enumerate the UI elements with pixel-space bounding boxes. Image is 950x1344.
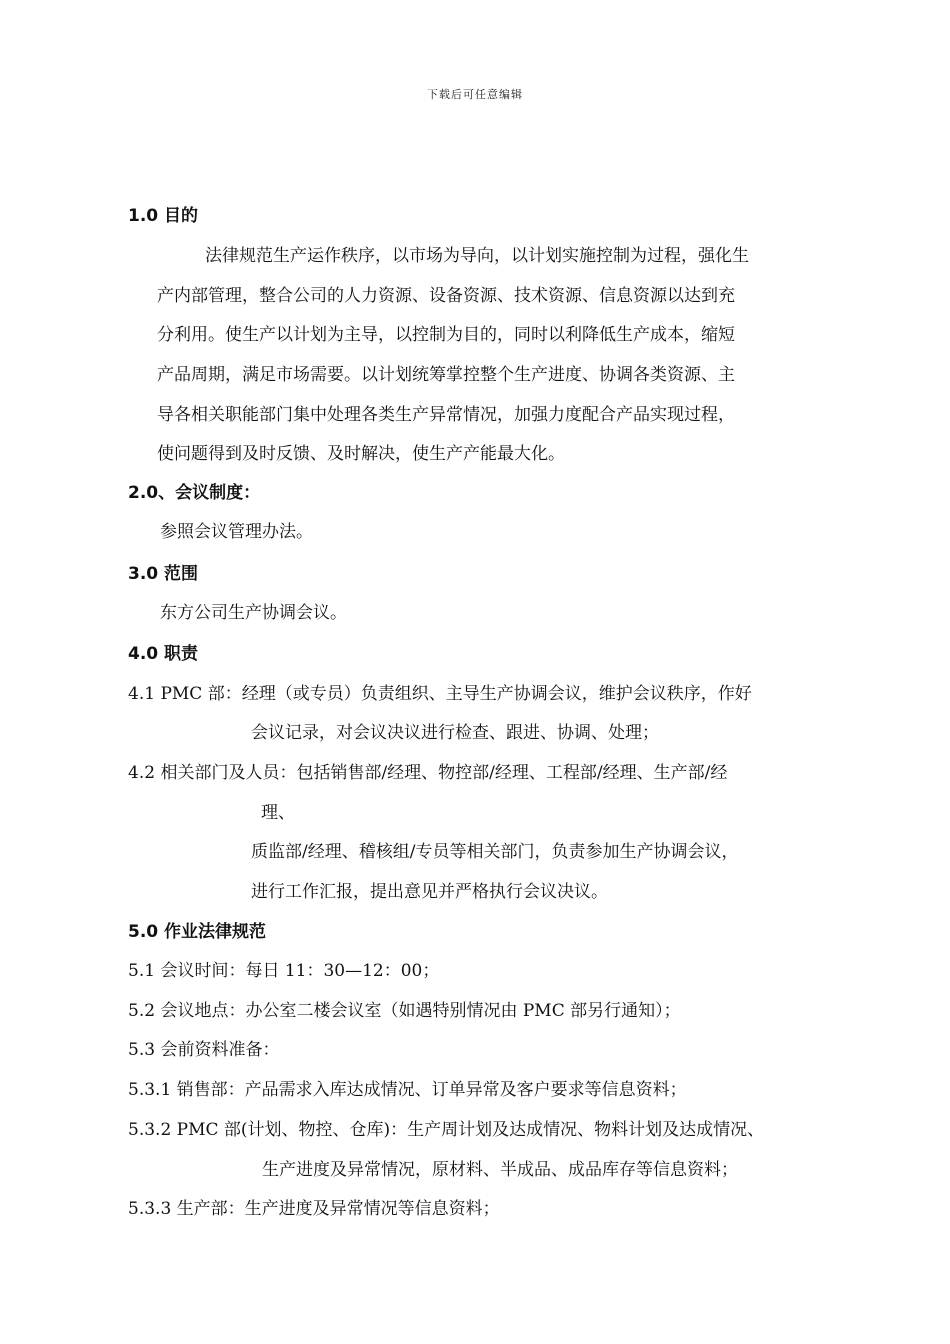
- paragraph-line: 会议记录，对会议决议进行检查、跟进、协调、处理；: [251, 723, 659, 743]
- paragraph-line: 4.2 相关部门及人员：包括销售部/经理、物控部/经理、工程部/经理、生产部/经: [128, 763, 728, 783]
- paragraph-line: 5.3 会前资料准备：: [128, 1040, 280, 1060]
- paragraph-line: 使问题得到及时反馈、及时解决，使生产产能最大化。: [157, 444, 565, 464]
- paragraph-line: 质监部/经理、稽核组/专员等相关部门，负责参加生产协调会议，: [251, 842, 739, 862]
- paragraph-line: 生产进度及异常情况，原材料、半成品、成品库存等信息资料；: [262, 1160, 738, 1180]
- paragraph-line: 理、: [261, 803, 295, 823]
- paragraph-line: 进行工作汇报，提出意见并严格执行会议决议。: [251, 882, 608, 902]
- paragraph-line: 东方公司生产协调会议。: [160, 603, 347, 623]
- paragraph-line: 参照会议管理办法。: [160, 522, 313, 542]
- paragraph-line: 5.1 会议时间：每日 11：30—12：00；: [128, 961, 440, 981]
- section-heading-purpose: 1.0 目的: [128, 206, 199, 226]
- paragraph-line: 产品周期，满足市场需要。以计划统筹掌控整个生产进度、协调各类资源、主: [157, 365, 735, 385]
- paragraph-line: 5.3.1 销售部：产品需求入库达成情况、订单异常及客户要求等信息资料；: [128, 1080, 687, 1100]
- paragraph-line: 5.3.2 PMC 部(计划、物控、仓库)：生产周计划及达成情况、物料计划及达成情况、: [128, 1120, 765, 1140]
- paragraph-line: 导各相关职能部门集中处理各类生产异常情况，加强力度配合产品实现过程，: [157, 405, 735, 425]
- paragraph-line: 4.1 PMC 部：经理（或专员）负责组织、主导生产协调会议，维护会议秩序，作好: [128, 684, 752, 704]
- paragraph-line: 5.2 会议地点：办公室二楼会议室（如遇特别情况由 PMC 部另行通知）；: [128, 1001, 681, 1021]
- page-header: 下载后可任意编辑: [427, 88, 523, 101]
- paragraph-line: 5.3.3 生产部：生产进度及异常情况等信息资料；: [128, 1199, 500, 1219]
- section-heading-meeting-system: 2.0、会议制度：: [128, 483, 261, 503]
- section-heading-responsibilities: 4.0 职责: [128, 644, 199, 664]
- paragraph-line: 分利用。使生产以计划为主导，以控制为目的，同时以利降低生产成本，缩短: [157, 325, 735, 345]
- paragraph-line: 法律规范生产运作秩序，以市场为导向，以计划实施控制为过程，强化生: [205, 246, 749, 266]
- paragraph-line: 产内部管理，整合公司的人力资源、设备资源、技术资源、信息资源以达到充: [157, 286, 735, 306]
- section-heading-scope: 3.0 范围: [128, 564, 199, 584]
- section-heading-operating-rules: 5.0 作业法律规范: [128, 922, 267, 942]
